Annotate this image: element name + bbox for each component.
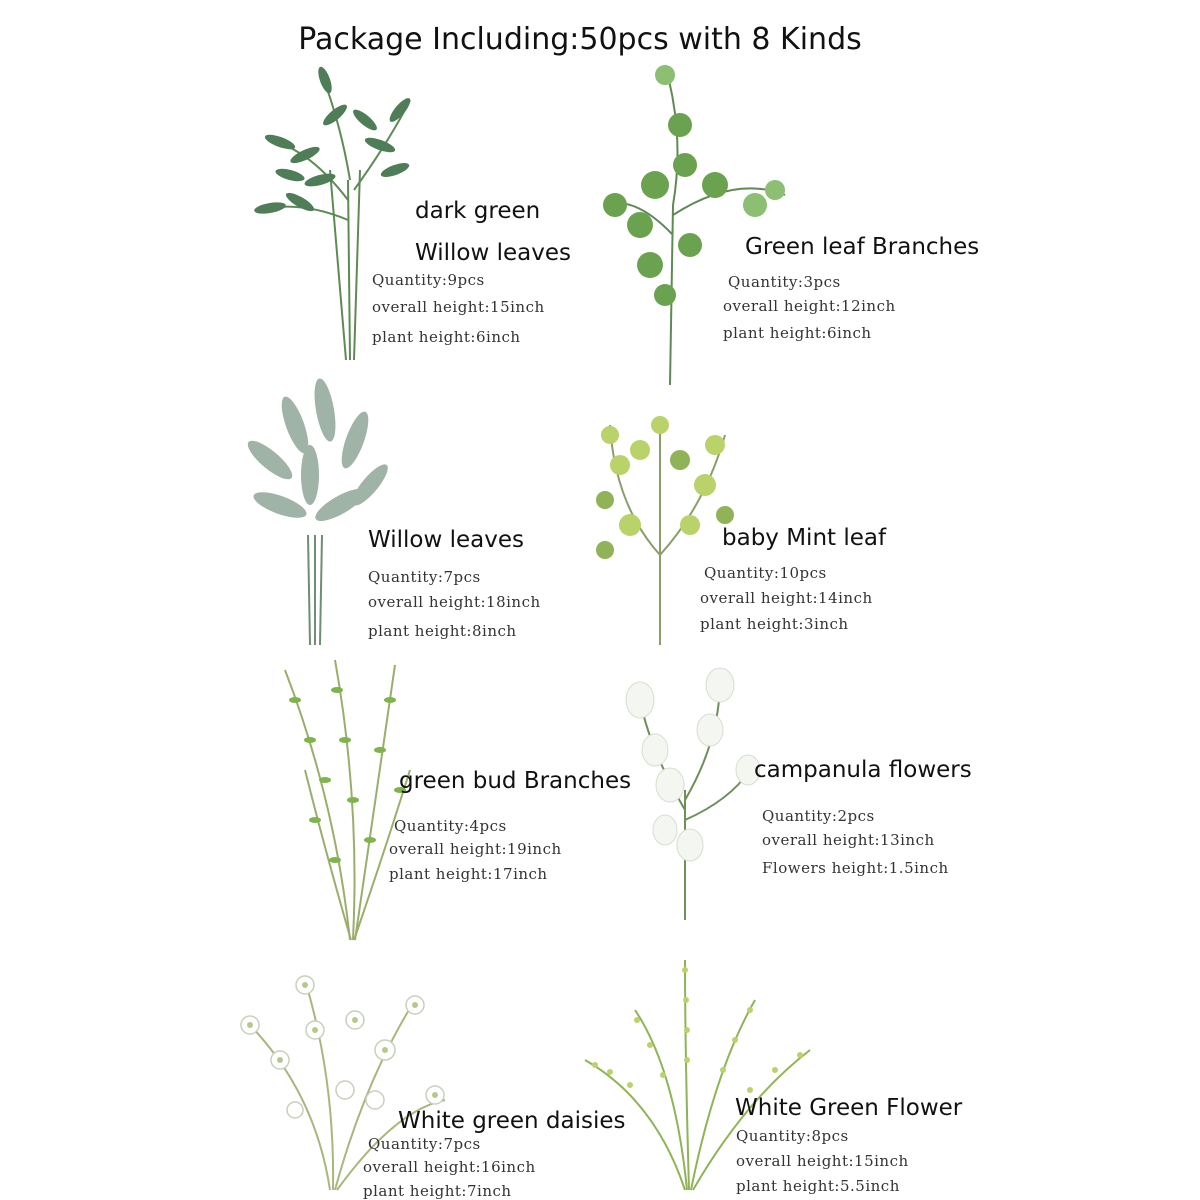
item-2-name: Green leaf Branches: [745, 234, 980, 260]
item-4-overall-height: overall height:14inch: [700, 589, 873, 607]
dark-green-willow-leaves-image: [250, 60, 430, 370]
item-3-overall-height: overall height:18inch: [368, 593, 541, 611]
page-title: Package Including:50pcs with 8 Kinds: [298, 22, 862, 57]
item-5-overall-height: overall height:19inch: [389, 840, 562, 858]
item-4-plant-height: plant height:3inch: [700, 615, 849, 633]
item-7-name: White green daisies: [398, 1108, 626, 1134]
item-1-overall-height: overall height:15inch: [372, 298, 545, 316]
item-8-plant-height: plant height:5.5inch: [736, 1177, 900, 1195]
item-8-overall-height: overall height:15inch: [736, 1152, 909, 1170]
item-2-quantity: Quantity:3pcs: [728, 273, 841, 291]
item-5-quantity: Quantity:4pcs: [394, 817, 507, 835]
item-1-name-line1: dark green: [415, 198, 541, 224]
item-7-plant-height: plant height:7inch: [363, 1182, 512, 1200]
item-2-plant-height: plant height:6inch: [723, 324, 872, 342]
item-5-name: green bud Branches: [399, 768, 632, 794]
item-8-name: White Green Flower: [735, 1095, 963, 1121]
item-6-overall-height: overall height:13inch: [762, 831, 935, 849]
campanula-flowers-image: [610, 660, 760, 925]
item-2-overall-height: overall height:12inch: [723, 297, 896, 315]
item-5-plant-height: plant height:17inch: [389, 865, 548, 883]
item-6-name: campanula flowers: [754, 757, 972, 783]
green-bud-branches-image: [265, 650, 415, 945]
item-8-quantity: Quantity:8pcs: [736, 1127, 849, 1145]
item-1-name-line2: Willow leaves: [415, 240, 571, 266]
item-4-quantity: Quantity:10pcs: [704, 564, 827, 582]
item-1-plant-height: plant height:6inch: [372, 328, 521, 346]
item-7-overall-height: overall height:16inch: [363, 1158, 536, 1176]
item-7-quantity: Quantity:7pcs: [368, 1135, 481, 1153]
item-3-quantity: Quantity:7pcs: [368, 568, 481, 586]
item-1-quantity: Quantity:9pcs: [372, 271, 485, 289]
baby-mint-leaf-image: [585, 405, 745, 650]
item-3-plant-height: plant height:8inch: [368, 622, 517, 640]
item-6-quantity: Quantity:2pcs: [762, 807, 875, 825]
item-4-name: baby Mint leaf: [722, 525, 887, 551]
item-3-name: Willow leaves: [368, 527, 524, 553]
item-6-plant-height: Flowers height:1.5inch: [762, 859, 949, 877]
